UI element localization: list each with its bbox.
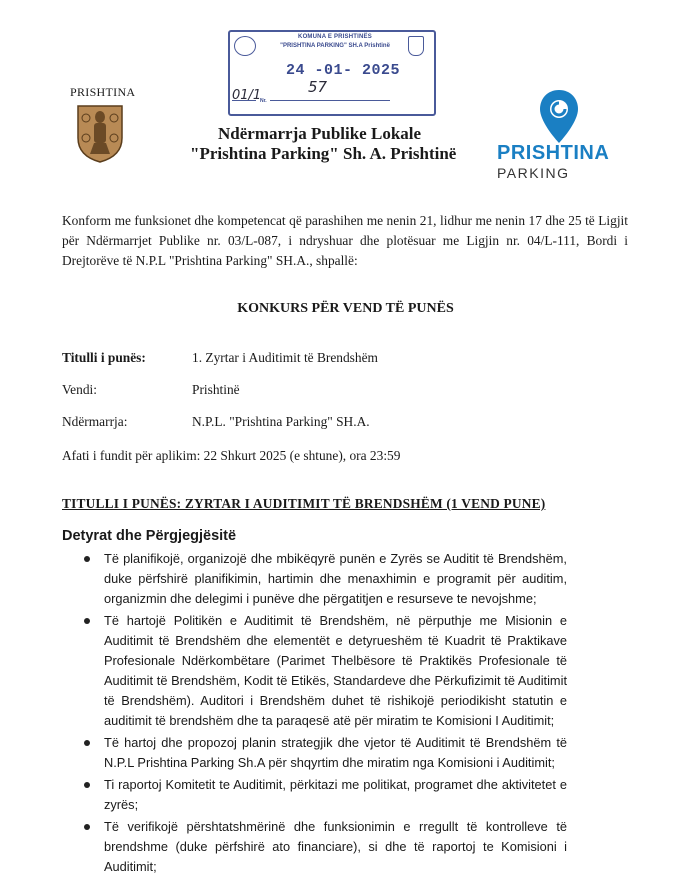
stamp-line-right [270, 100, 390, 101]
stamp-date: 24 -01- 2025 [286, 62, 401, 79]
location-pin-logo-icon [536, 87, 582, 147]
duties-list [80, 549, 567, 879]
duty-text: Të hartojë Politikën e Auditimit të Brendshëm, në përputhje me Misionin e Auditimit të Brendshëm dhe elementët e detyrueshëm të Kuadrit të Praktikave Profesionale Ndërkombëtare (Parimet Thelbësore të Praktikës Profesionale të Auditimit të Brendshëm, Kodit të Etikës, Standardeve dhe Përkufizimit të Auditimit të Brendshëm). Auditori i Brendshëm duhet të rishikojë periodikisht statutin e auditimit të brendshëm dhe ta paraqesë atë për miratim te Komisioni I Auditimit; [104, 613, 567, 728]
bullet-icon [84, 618, 90, 624]
section-heading: TITULLI I PUNËS: ZYRTAR I AUDITIMIT TË BRENDSHËM (1 VEND PUNE) [62, 496, 546, 511]
intro-paragraph: Konform me funksionet dhe kompetencat që parashihen me nenin 21, lidhur me nenin 17 dhe 25 të Ligjit për Ndërmarrjet Publike nr. 03/L-087, i ndryshuar dhe plotësuar me Ligjin nr. 04/L-111, Bordi i Drejtorëve të N.P.L "Prishtina Parking" SH.A., shpallë: [62, 213, 628, 268]
list-item [80, 775, 567, 815]
company-value: N.P.L. "Prishtina Parking" SH.A. [192, 414, 370, 429]
handwritten-code: 01/1 [232, 88, 262, 103]
job-title-value: 1. Zyrtar i Auditimit të Brendshëm [192, 350, 378, 365]
logo-text-bottom: PARKING [497, 165, 570, 181]
bullet-icon [84, 824, 90, 830]
bullet-icon [84, 556, 90, 562]
place-label: Vendi: [62, 382, 97, 397]
duty-text: Ti raportoj Komitetit te Auditimit, përkitazi me politikat, programet dhe aktivitetet e zyrës; [104, 777, 567, 812]
stamp-seal-right [408, 36, 424, 56]
place-value: Prishtinë [192, 382, 240, 397]
stamp-line-2: "PRISHTINA PARKING" SH.A Prishtinë [280, 43, 390, 49]
duty-text: Të planifikojë, organizojë dhe mbikëqyrë punën e Zyrës se Auditit të Brendshëm, duke përfshirë planifikimin, hartimin dhe menaxhimin e programit për auditim, organizmin dhe delegimi i punëve dhe përgatitjen e resurseve te nevojshme; [104, 551, 567, 606]
stamp-nr-label: Nr. [260, 98, 267, 104]
duty-text: Të verifikojë përshtatshmërinë dhe funksionimin e rregullt të kontrolleve të brendshme (duke përfshirë ato financiare), si dhe të raportoj te Komisioni i Auditimit; [104, 819, 567, 874]
list-item [80, 611, 567, 731]
logo-text-top: PRISHTINA [497, 142, 610, 164]
org-name-line-1: Ndërmarrja Publike Lokale [218, 124, 422, 143]
bullet-icon [84, 740, 90, 746]
application-deadline: Afati i fundit për aplikim: 22 Shkurt 2025 (e shtune), ora 23:59 [62, 448, 401, 463]
job-title-label: Titulli i punës: [62, 350, 146, 365]
handwritten-number: 57 [308, 78, 328, 96]
bullet-icon [84, 782, 90, 788]
stamp-line-1: KOMUNA E PRISHTINËS [298, 34, 372, 40]
city-name: PRISHTINA [70, 85, 136, 99]
list-item [80, 733, 567, 773]
list-item [80, 549, 567, 609]
document-title: KONKURS PËR VEND TË PUNËS [237, 301, 454, 316]
duties-heading: Detyrat dhe Përgjegjësitë [62, 528, 237, 544]
stamp-seal-left [234, 36, 256, 56]
registry-stamp [228, 30, 436, 116]
prishtina-crest-icon [76, 104, 124, 164]
list-item [80, 817, 567, 877]
company-label: Ndërmarrja: [62, 414, 128, 429]
org-name-line-2: "Prishtina Parking" Sh. A. Prishtinë [190, 144, 457, 163]
duty-text: Të hartoj dhe propozoj planin strategjik dhe vjetor të Auditimit të Brendshëm të N.P.L Prishtina Parking Sh.A për shqyrtim dhe miratim nga Komisioni i Auditimit; [104, 735, 567, 770]
